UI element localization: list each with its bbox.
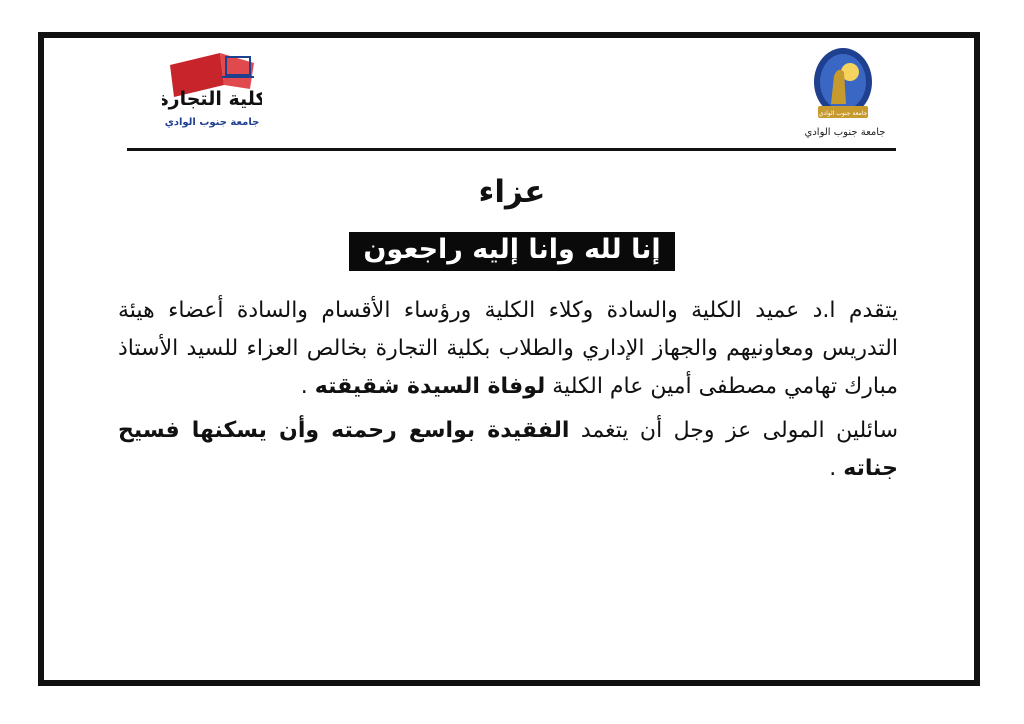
paragraph-2 [118, 412, 898, 488]
paragraph-1 [118, 292, 898, 406]
paragraph-1-bold: لوفاة السيدة شقيقته [314, 374, 546, 399]
university-caption: جامعة جنوب الوادي [804, 127, 886, 138]
faculty-logo [162, 45, 262, 135]
condolence-body [118, 292, 898, 488]
quran-verse: إنا لله وانا إليه راجعون [349, 232, 674, 271]
faculty-logo-text: كلية التجارة [162, 88, 262, 110]
page-title: عزاء [478, 174, 546, 210]
paragraph-2-bold: الفقيدة بواسع رحمته وأن يسكنها فسيح جناته [118, 418, 898, 481]
paragraph-1-end: . [300, 374, 315, 399]
emblem-text: جامعة جنوب الوادي [818, 110, 868, 117]
paragraph-1-text: يتقدم ا.د عميد الكلية والسادة وكلاء الكلية ورؤساء الأقسام والسادة أعضاء هيئة التدريس ومعاونيهم والجهاز الإداري والطلاب بكلية التجارة بخالص العزاء للسيد الأستاذ مبارك تهامي مصطفى أمين عام الكلية [118, 298, 898, 399]
verse-container [0, 232, 1024, 271]
header-divider [127, 148, 896, 151]
faculty-logo-subtext: جامعة جنوب الوادي [164, 117, 260, 128]
paragraph-2-text: سائلين المولى عز وجل أن يتغمد [569, 418, 898, 443]
paragraph-2-end: . [829, 456, 844, 481]
